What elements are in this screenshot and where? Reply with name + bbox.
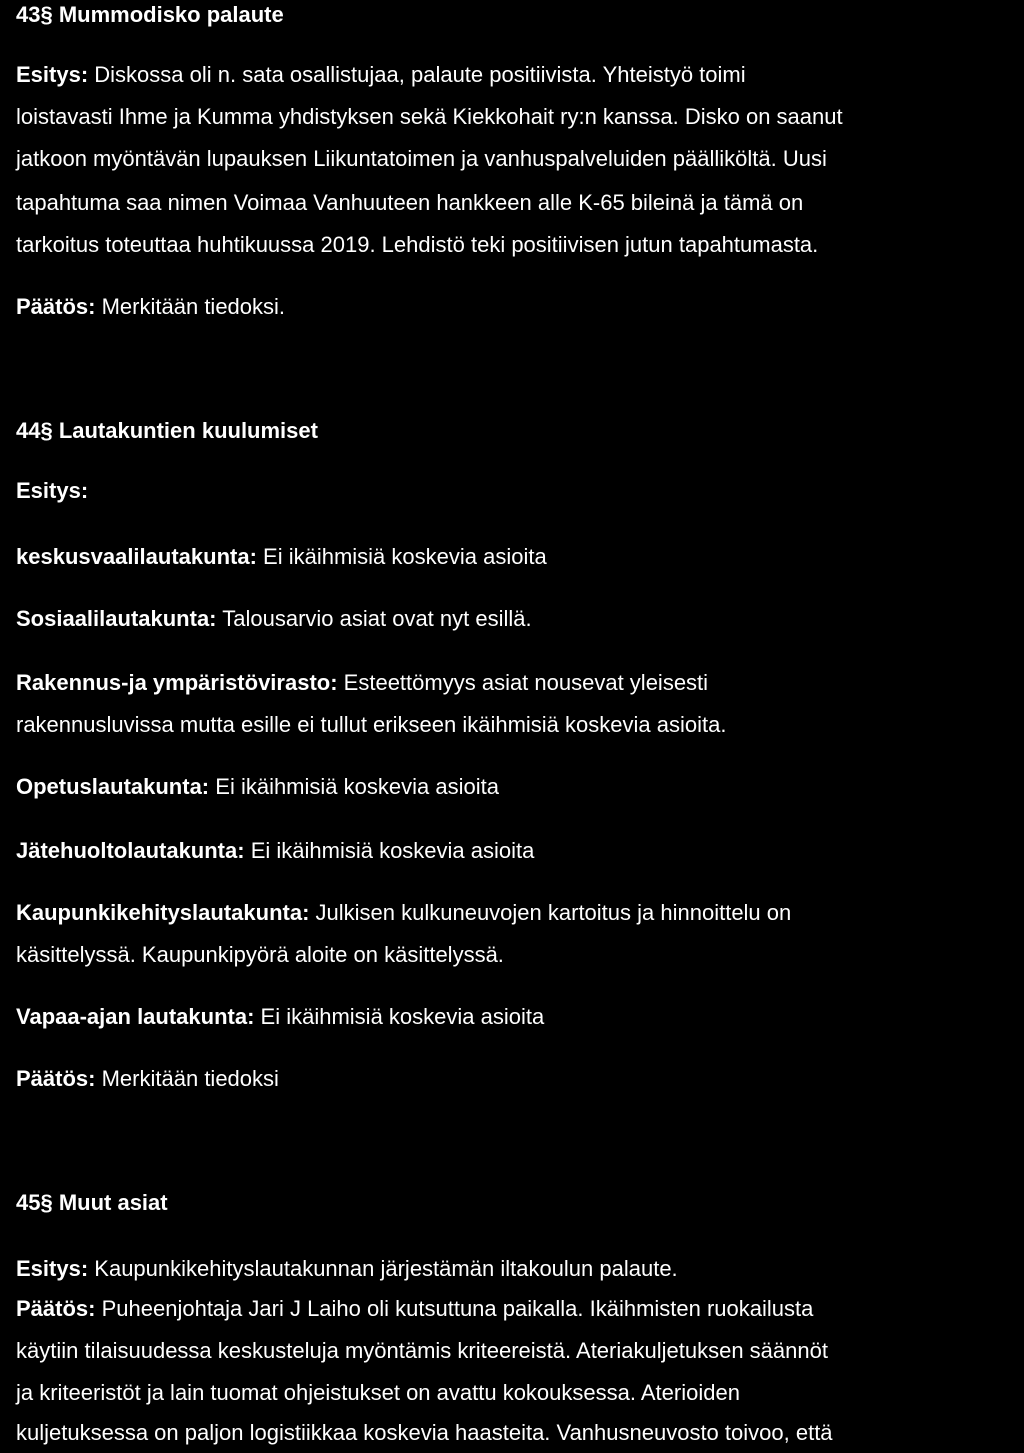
board-item-sosiaalilautakunta: Sosiaalilautakunta: Talousarvio asiat ovat nyt esillä. [16, 606, 532, 631]
board-item-vapaa-ajan: Vapaa-ajan lautakunta: Ei ikäihmisiä koskevia asioita [16, 1004, 545, 1029]
board-item-kaupunkikehityslautakunta-cont: käsittelyssä. Kaupunkipyörä aloite on käsittelyssä. [16, 942, 504, 967]
paatos-label: Päätös: [16, 1296, 96, 1321]
section-44-esitys-label: Esitys: [16, 478, 89, 503]
section-45-paatos-line-4: kuljetuksessa on paljon logistiikkaa koskevia haasteita. Vanhusneuvosto toivoo, että [16, 1420, 833, 1445]
section-44-paatos: Päätös: Merkitään tiedoksi [16, 1066, 279, 1091]
board-item-keskusvaalilautakunta: keskusvaalilautakunta: Ei ikäihmisiä koskevia asioita [16, 544, 547, 569]
paatos-label: Päätös: [16, 1066, 96, 1091]
paatos-label: Päätös: [16, 294, 96, 319]
section-43-esitys-line-1: Esitys: Diskossa oli n. sata osallistujaa, palaute positiivista. Yhteistyö toimi [16, 62, 746, 87]
section-45-paatos-line-2: käytiin tilaisuudessa keskusteluja myöntämis kriteereistä. Ateriakuljetuksen säännöt [16, 1338, 828, 1363]
section-43-esitys-line-3: jatkoon myöntävän lupauksen Liikuntatoimen ja vanhuspalveluiden päälliköltä. Uusi [16, 146, 827, 171]
section-43-esitys-line-4: tapahtuma saa nimen Voimaa Vanhuuteen hankkeen alle K-65 bileinä ja tämä on [16, 190, 804, 215]
board-item-jatehuoltolautakunta: Jätehuoltolautakunta: Ei ikäihmisiä koskevia asioita [16, 838, 535, 863]
section-43-heading: 43§ Mummodisko palaute [16, 2, 284, 27]
section-45-esitys: Esitys: Kaupunkikehityslautakunnan järjestämän iltakoulun palaute. [16, 1256, 678, 1281]
section-43-esitys-line-2: loistavasti Ihme ja Kumma yhdistyksen sekä Kiekkohait ry:n kanssa. Disko on saanut [16, 104, 843, 129]
section-43-esitys-line-5: tarkoitus toteuttaa huhtikuussa 2019. Lehdistö teki positiivisen jutun tapahtumasta. [16, 232, 819, 257]
section-45-paatos-line-3: ja kriteeristöt ja lain tuomat ohjeistukset on avattu kokouksessa. Aterioiden [16, 1380, 740, 1405]
section-45-heading: 45§ Muut asiat [16, 1190, 168, 1215]
section-44-heading: 44§ Lautakuntien kuulumiset [16, 418, 318, 443]
board-item-rakennus: Rakennus-ja ympäristövirasto: Esteettömyys asiat nousevat yleisesti [16, 670, 709, 695]
esitys-label: Esitys: [16, 1256, 89, 1281]
board-item-rakennus-cont: rakennusluvissa mutta esille ei tullut erikseen ikäihmisiä koskevia asioita. [16, 712, 727, 737]
board-item-kaupunkikehityslautakunta: Kaupunkikehityslautakunta: Julkisen kulkuneuvojen kartoitus ja hinnoittelu on [16, 900, 792, 925]
board-item-opetuslautakunta: Opetuslautakunta: Ei ikäihmisiä koskevia asioita [16, 774, 499, 799]
section-43-paatos: Päätös: Merkitään tiedoksi. [16, 294, 286, 319]
section-45-paatos-line-1: Päätös: Puheenjohtaja Jari J Laiho oli kutsuttuna paikalla. Ikäihmisten ruokailusta [16, 1296, 814, 1321]
esitys-label: Esitys: [16, 62, 89, 87]
